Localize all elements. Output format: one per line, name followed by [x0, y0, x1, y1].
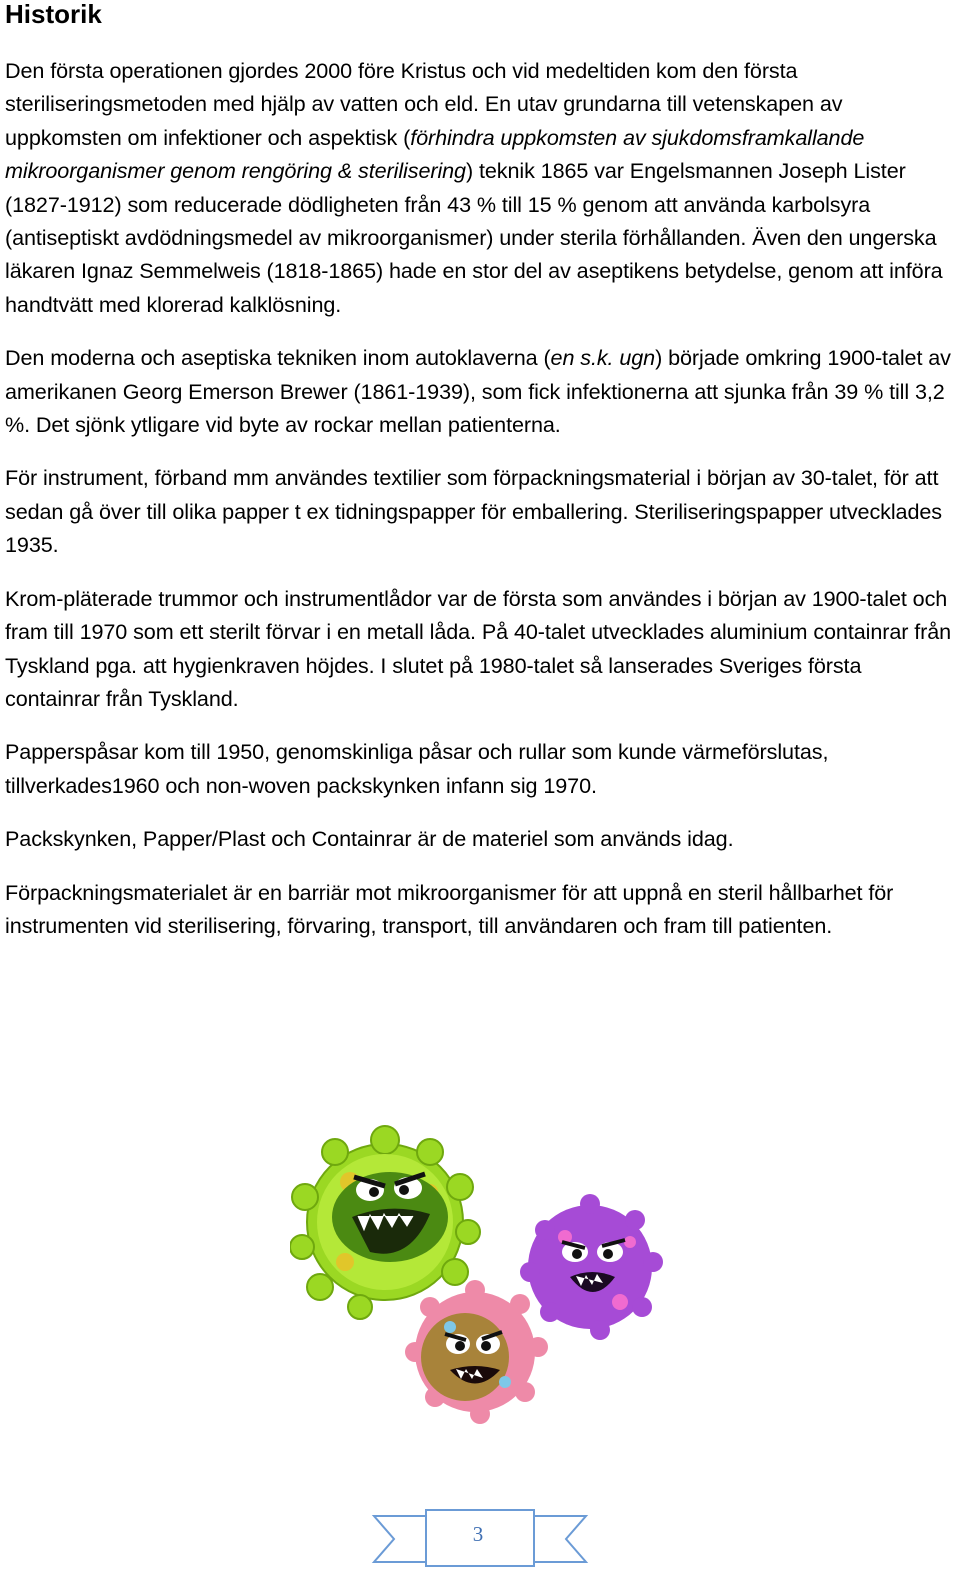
text-run: Den första operationen gjordes 2000 före Kristus och vid medeltiden kom den första steriliseringsmetoden med hjälp av vatten och eld. En utav grundarna till vetenskapen av uppkomsten om infektioner och aspektisk ( — [5, 58, 843, 150]
italic-run: en s.k. ugn — [550, 345, 656, 371]
paragraph-containers: Krom-pläterade trummor och instrumentlådor var de första som användes i början av 1900-talet och fram till 1970 som ett sterilt förvar i en metall låda. På 40-talet utvecklades aluminium containrar från Tyskland pga. att hygienkraven höjdes. I slutet på 1980-talet så lanserades Sveriges första containrar från Tyskland. — [5, 585, 952, 711]
paragraph-paper-bags: Papperspåsar kom till 1950, genomskinliga påsar och rullar som kunde värmeförslutas, tillverkades1960 och non-woven packskynken infann sig 1970. — [5, 739, 829, 798]
page-number: 3 — [472, 1522, 484, 1546]
paragraph-textiles: För instrument, förband mm användes textilier som förpackningsmaterial i början av 30-talet, för att sedan gå över till olika papper t ex tidningspapper för emballering. Steriliseringspapper utvecklades 1935. — [5, 465, 942, 558]
purple-germ-icon — [520, 1194, 663, 1340]
text-run: ) började omkring 1900-talet av amerikanen Georg Emerson Brewer (1861-1939), som fick infektionerna att sjunka från 39 % till 3,2 %. Det sjönk ytligare vid byte av rockar mellan patienterna. — [5, 345, 951, 438]
green-germ-icon — [290, 1126, 480, 1319]
paragraph-barrier: Förpackningsmaterialet är en barriär mot mikroorganismer för att uppnå en steril hållbarhet för instrumenten vid sterilisering, förvaring, transport, till användaren och fram till patienten. — [5, 879, 894, 938]
paragraph-current-materials: Packskynken, Papper/Plast och Containrar är de materiel som används idag. — [5, 826, 734, 852]
italic-run: förhindra uppkomsten av sjukdomsframkallande mikroorganismer genom rengöring & sterilisering — [5, 124, 865, 184]
text-run: Den moderna och aseptiska tekniken inom autoklaverna ( — [5, 345, 551, 371]
paragraph-history-origins — [5, 54, 953, 321]
page-number-ribbon — [370, 1502, 590, 1568]
paragraph-autoclave — [5, 341, 953, 441]
page-heading: Historik — [5, 0, 102, 29]
germs-illustration — [290, 1112, 680, 1432]
text-run: ) teknik 1865 var Engelsmannen Joseph Lister (1827-1912) som reducerade dödligheten från 43 % till 15 % genom att använda karbolsyra (antiseptiskt avdödningsmedel av mikroorganismer) under sterila förhållanden. Även den ungerska läkaren Ignaz Semmelweis (1818-1865) hade en stor del av aseptikens betydelse, genom att införa handtvätt med klorerad kalklösning. — [5, 158, 943, 317]
document-body — [5, 0, 953, 942]
pink-germ-icon — [405, 1280, 548, 1424]
